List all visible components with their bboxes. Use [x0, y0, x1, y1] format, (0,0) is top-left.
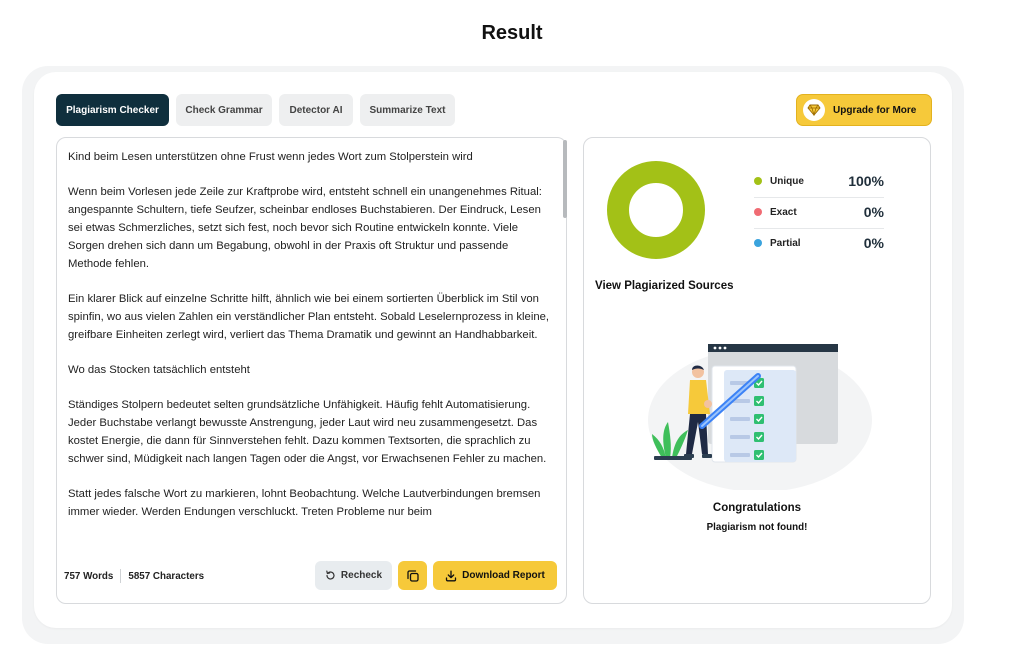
partial-percent: 0% [863, 235, 884, 251]
editor-paragraph: Ein klarer Blick auf einzelne Schritte hilft, ähnlich wie bei einem sortierten Überblick im Stil von spinfin, wo aus vielen Zahlen ein verständlicher Plan entsteht. Sobald Leselernprozess in kleine, greifbare Einheiten zerlegt wird, verliert das Thema Dramatik und gewinnt an Handhabbarkeit. [68, 293, 550, 341]
gem-icon [803, 99, 825, 121]
text-stats [64, 569, 204, 583]
congratulations-title: Congratulations [712, 502, 802, 514]
legend-label: Partial [770, 237, 801, 249]
partial-dot [754, 239, 762, 247]
upgrade-label: Upgrade for More [833, 104, 917, 116]
legend-label: Exact [770, 206, 797, 218]
unique-percent: 100% [848, 173, 884, 189]
scrollbar-thumb[interactable] [563, 140, 567, 218]
view-plagiarized-sources[interactable]: View Plagiarized Sources [595, 280, 734, 292]
download-report-button[interactable] [433, 561, 557, 590]
editor-text[interactable] [68, 148, 553, 556]
unique-dot [754, 177, 762, 185]
tab-plagiarism-checker[interactable]: Plagiarism Checker [56, 94, 169, 126]
page-title: Result [481, 22, 543, 44]
legend-partial [754, 228, 884, 258]
tab-summarize-text[interactable]: Summarize Text [360, 94, 455, 126]
tab-check-grammar[interactable]: Check Grammar [176, 94, 272, 126]
character-count: 5857 Characters [128, 570, 205, 582]
editor-paragraph: Wenn beim Vorlesen jede Zeile zur Kraftprobe wird, entsteht schnell ein unangenehmes Ritual: angespannte Schultern, tiefe Seufzer, scheinbar endloses Buchstabieren. Der Eindruck, Lesen sei etwas Schmerzliches, setzt sich fest, noch bevor sich Routine entwickeln konnte. Viele Sorgen drehen sich dann um Begabung, obwohl in der Praxis oft Struktur und passende Methode fehlen. [68, 186, 542, 270]
exact-percent: 0% [863, 204, 884, 220]
legend-label: Unique [770, 175, 804, 187]
download-label: Download Report [462, 570, 545, 581]
word-count: 757 Words [64, 570, 114, 582]
plagiarism-status-message: Plagiarism not found! [706, 522, 808, 533]
exact-dot [754, 208, 762, 216]
recheck-label: Recheck [340, 570, 383, 581]
recheck-button[interactable] [315, 561, 392, 590]
refresh-icon [325, 570, 336, 581]
stats-divider [120, 569, 121, 583]
checklist-illustration [640, 330, 880, 490]
editor-paragraph: Wo das Stocken tatsächlich entsteht [68, 364, 250, 376]
editor-paragraph: Ständiges Stolpern bedeutet selten grundsätzliche Unfähigkeit. Häufig fehlt Automatisierung. Jeder Buchstabe verlangt bewusste Anstrengung, jeder Laut wird neu zusammengesetzt. Das kostet Energie, die dann für Sinnverstehen fehlt. Dazu kommen Textsorten, die sprachlich zu schwer sind, Müdigkeit nach langen Tagen oder die Angst, vor Erwachsenen Fehler zu machen. [68, 399, 547, 465]
tab-detector-ai[interactable]: Detector AI [279, 94, 353, 126]
similarity-donut-chart [604, 158, 708, 262]
copy-icon [406, 569, 420, 583]
editor-scrollbar[interactable] [563, 138, 567, 552]
editor-paragraph: Kind beim Lesen unterstützen ohne Frust wenn jedes Wort zum Stolperstein wird [68, 151, 473, 163]
legend-exact [754, 197, 884, 227]
editor-paragraph: Statt jedes falsche Wort zu markieren, lohnt Beobachtung. Welche Lautverbindungen bremsen immer wieder. Werden Endungen verschluckt. Treten Probleme nur beim [68, 488, 541, 518]
upgrade-button[interactable] [796, 94, 932, 126]
copy-button[interactable] [398, 561, 427, 590]
text-editor[interactable] [56, 137, 567, 604]
download-icon [445, 570, 457, 582]
legend-unique [754, 166, 884, 196]
